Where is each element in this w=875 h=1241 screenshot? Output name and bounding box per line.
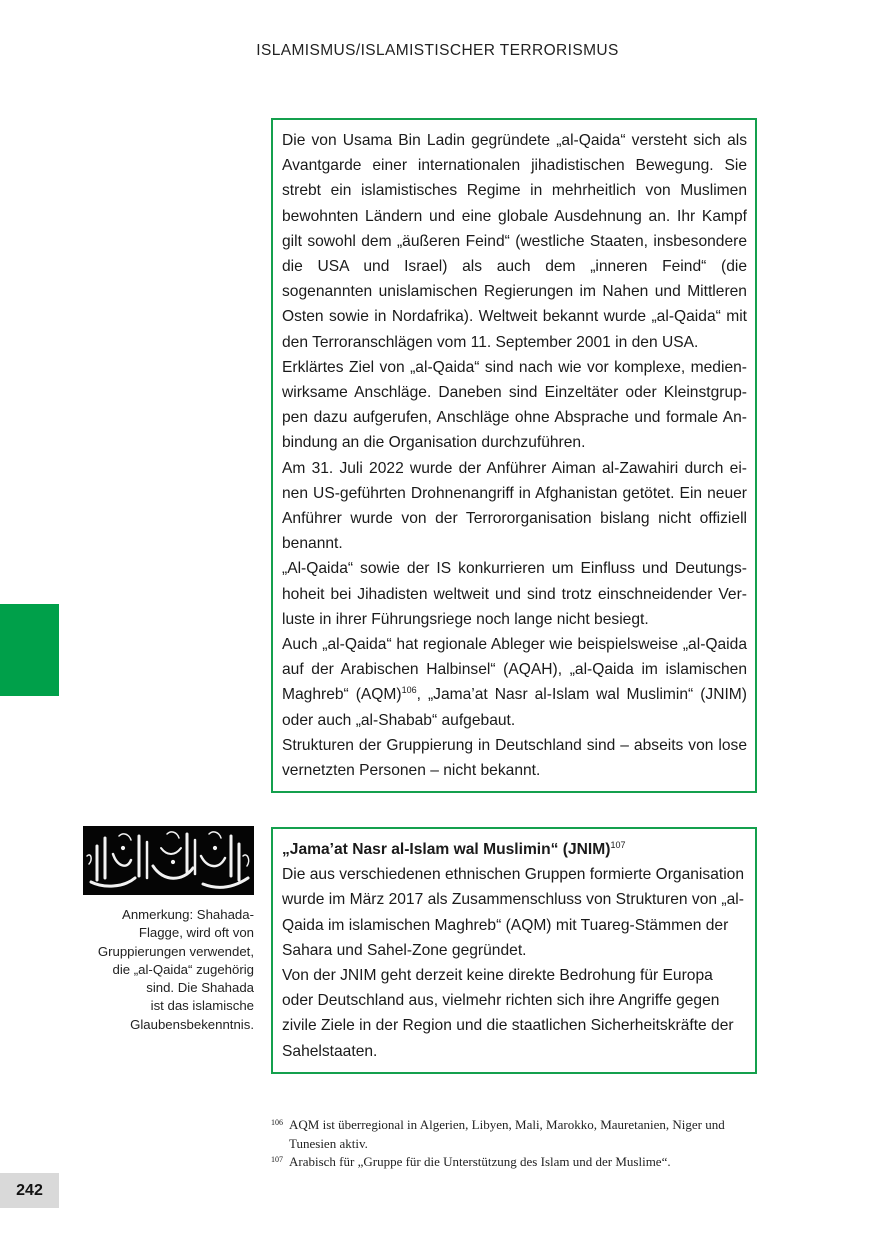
caption-line: Anmerkung: Shahada- [122,907,254,922]
footnote-number: 107 [271,1155,283,1164]
paragraph: Die von Usama Bin Ladin gegründete „al-Qaida“ versteht sich als Avantgarde einer internationalen jihadistischen Bewegung. Sie strebt ein islamistisches Regime in mehrheitlich von Muslimen bewohnten Ländern und eine globale Ausdehnung an. Ihr Kampf gilt sowohl dem „äußeren Feind“ (westliche Staaten, insbesondere die USA und Israel) als auch dem „inneren Feind“ (die sogenannten unislamischen Regierungen im Nahen und Mittleren Osten sowie in Nordafrika). Weltweit bekannt wurde „al-Qaida“ mit den Terroranschlägen vom 11. September 2001 in den USA. [282,132,747,351]
figure-caption [70,906,254,1034]
paragraph: Erklärtes Ziel von „al-Qaida“ sind nach wie vor komplexe, medienwirksame Anschläge. Daneben sind Einzeltäter oder Kleinstgruppen dazu aufgerufen, Anschläge ohne Absprache und formale Anbindung an die Organisation durchzuführen. [282,358,747,452]
paragraph: Von der JNIM geht derzeit keine direkte Bedrohung für Europa oder Deutschland aus, vielmehr richten sich ihre Angriffe gegen zivile Ziele in der Region und die staatlichen Sicherheitskräfte der Sahelstaaten. [282,967,734,1060]
footnotes [271,1116,757,1172]
jnim-info-box [271,827,757,1074]
footnote-text: AQM ist überregional in Algerien, Libyen, Mali, Marokko, Mauretanien, Niger und Tunesien aktiv. [289,1117,725,1151]
paragraph: Am 31. Juli 2022 wurde der Anführer Aiman al-Zawahiri durch einen US-geführten Drohnenangriff in Afghanistan getötet. Ein neuer Anführer wurde von der Terrororganisation bislang nicht offiziell benannt. [282,459,747,553]
caption-line: Glaubensbekenntnis. [130,1016,254,1032]
shahada-flag-calligraphy [83,826,254,895]
footnote-number: 106 [271,1118,283,1127]
caption-line: Gruppierungen verwendet, [97,943,254,959]
running-header: ISLAMISMUS/ISLAMISTISCHER TERRORISMUS [256,42,619,59]
paragraph: Strukturen der Gruppierung in Deutschland sind – abseits von lose vernetzten Personen – nicht bekannt. [282,736,747,780]
paragraph [282,632,747,733]
page-number: 242 [0,1173,59,1208]
caption-line: die „al-Qaida“ zugehörig [112,961,254,977]
paragraph: Die aus verschiedenen ethnischen Gruppen formierte Organisation wurde im März 2017 als Zusammenschluss von Strukturen von „al-Qaida im islamischen Maghreb“ (AQM) mit Tuareg-Stämmen der Sahara und Sahel-Zone gegründet. [282,866,745,959]
footnote-107 [271,1153,757,1172]
footnote-ref-107[interactable]: 107 [610,839,626,850]
caption-line: Flagge, wird oft von [138,925,254,941]
box-heading [282,837,747,862]
footnote-ref-106[interactable]: 106 [401,685,417,696]
footnote-106 [271,1116,757,1153]
paragraph: „Al-Qaida“ sowie der IS konkurrieren um Einfluss und Deutungshoheit bei Jihadisten weltweit und sind trotz einschneidender Verluste in ihrer Führungsriege noch lange nicht besiegt. [282,560,747,628]
caption-line: ist das islamische [150,998,254,1014]
box-title: „Jama’at Nasr al-Islam wal Muslimin“ (JNIM) [282,841,611,858]
shahada-flag-image [83,826,254,895]
footnote-text: Arabisch für „Gruppe für die Unterstützung des Islam und der Muslime“. [289,1154,671,1169]
paragraph-text: , „Jama’at Nasr al-Islam wal Muslimin“ (JNIM) oder auch „al-Shabab“ aufgebaut. [282,686,747,729]
caption-line: sind. Die Shahada [146,980,254,996]
al-qaida-info-box [271,118,757,793]
paragraph-text: Auch „al-Qaida“ hat regionale Ableger wie beispielsweise „al-Qaida auf der Arabischen Halbinsel“ (AQAH), „al-Qaida im islamischen Maghreb“ (AQM) [282,636,747,704]
chapter-tab-marker [0,604,59,696]
